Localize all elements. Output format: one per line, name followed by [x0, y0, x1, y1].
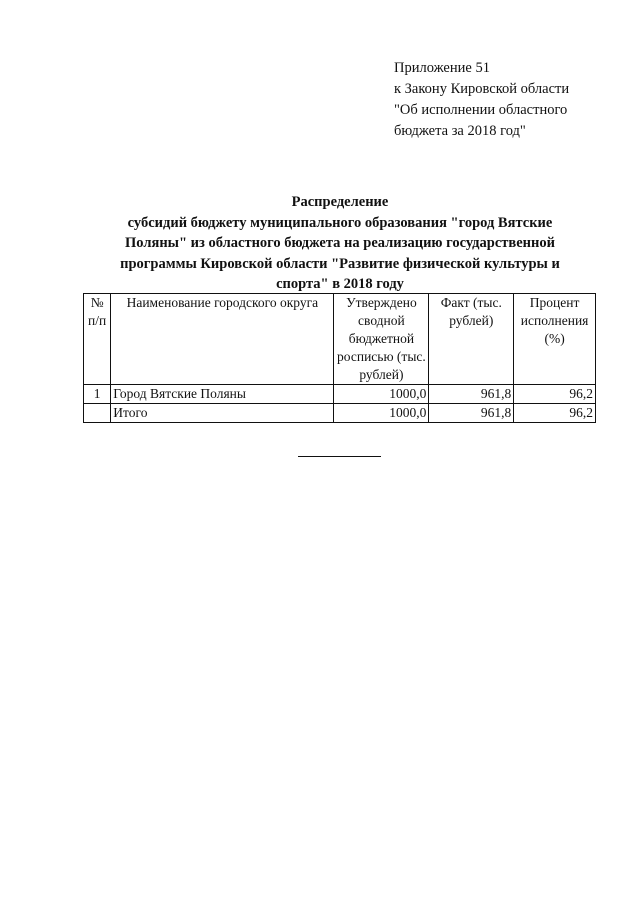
table-row: [84, 385, 596, 404]
header-plan: Утверждено сводной бюджетной росписью (тыс. рублей): [334, 294, 429, 385]
cell-plan: 1000,0: [334, 385, 429, 404]
appendix-line: Приложение 51: [394, 60, 490, 76]
title-line: Распределение: [291, 194, 389, 210]
closing-rule: [298, 456, 381, 457]
title-line: спорта" в 2018 году: [276, 276, 404, 292]
cell-plan: 1000,0: [334, 404, 429, 423]
cell-name: Город Вятские Поляны: [111, 385, 334, 404]
header-percent: Процент исполнения (%): [514, 294, 596, 385]
appendix-line: к Закону Кировской области: [394, 81, 570, 97]
cell-fact: 961,8: [429, 404, 514, 423]
cell-name: Итого: [111, 404, 334, 423]
header-fact: Факт (тыс. рублей): [429, 294, 514, 385]
cell-fact: 961,8: [429, 385, 514, 404]
title-line: программы Кировской области "Развитие физической культуры и: [120, 255, 560, 272]
header-name: Наименование городского округа: [111, 294, 334, 385]
appendix-line: "Об исполнении областного: [394, 102, 568, 118]
table-total-row: [84, 404, 596, 423]
cell-num: 1: [84, 385, 111, 404]
appendix-line: бюджета за 2018 год": [394, 123, 526, 139]
title-line: субсидий бюджету муниципального образования "город Вятские: [127, 214, 553, 231]
title-line: Поляны" из областного бюджета на реализацию государственной: [125, 235, 555, 251]
subsidy-table: [83, 293, 596, 423]
table-header-row: [84, 294, 596, 385]
cell-num: [84, 404, 111, 423]
cell-percent: 96,2: [514, 404, 596, 423]
appendix-note: [394, 58, 569, 142]
cell-percent: 96,2: [514, 385, 596, 404]
document-title: [84, 192, 596, 295]
header-num: № п/п: [84, 294, 111, 385]
